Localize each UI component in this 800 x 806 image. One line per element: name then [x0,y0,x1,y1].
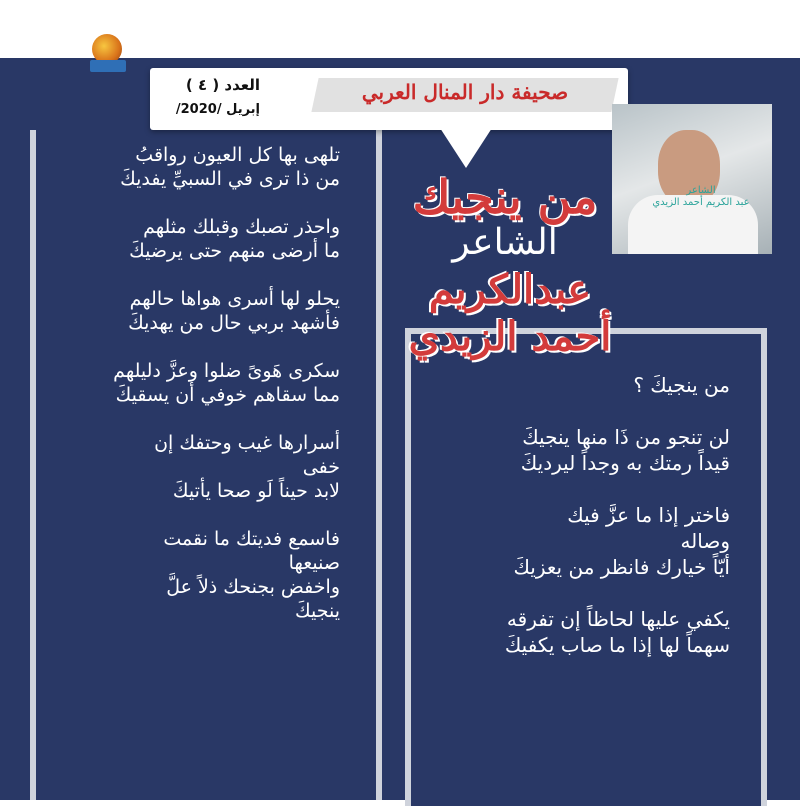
brand-title: صحيفة دار المنال العربي [361,80,569,104]
poem-line: لن تنجو من ذَا منها ينجيكَ [522,425,730,449]
poem-stanza [60,143,340,191]
poem-line: خفى [302,456,340,478]
poem-line: سكرى هَوىً ضلوا وعزَّ دليلهم [113,360,340,382]
masthead-pointer [440,128,492,168]
poem-line: مما سقاهم خوفي أن يسقيكَ [115,384,340,406]
poem-line: سهماً لها إذا ما صاب يكفيكَ [504,633,730,657]
poem-line: أيّاً خيارك فانظر من يعزيكَ [513,555,730,579]
poem-line: صنيعها [288,552,340,574]
poet-photo-caption [636,185,766,209]
poem-line: يحلو لها أسرى هواها حالهم [129,288,340,310]
poem-line: قيداً رمتك به وجداً ليرديكَ [520,451,730,475]
poem-line: أسرارها غيب وحتفك إن [154,432,340,454]
poem-line: يكفي عليها لحاظاً إن تفرقه [506,607,730,631]
poem-stanza [60,431,340,503]
right-poem [430,372,730,684]
poem-line: وصاله [680,529,730,553]
poem-line: واحذر تصبك وقبلك مثلهم [143,216,340,238]
poem-line: فاسمع فديتك ما نقمت [163,528,340,550]
poem-stanza [60,215,340,263]
poem-line: واخفض بجنحك ذلاً علَّ [166,576,340,598]
poem-line: لابد حيناً لَو صحا يأتيكَ [172,480,340,502]
photo-caption-line: عبد الكريم أحمد الزيدي [652,197,750,208]
poem-stanza [430,606,730,658]
poem-stanza [430,502,730,580]
poem-stanza [60,287,340,335]
poem-line: فاختر إذا ما عزَّ فيك [567,503,730,527]
poem-line: ينجيكَ [294,600,340,622]
poem-stanza [60,527,340,623]
publisher-logo-tag [90,60,126,72]
poem-heading [430,372,730,398]
poem-line: من ذا ترى في السبيِّ يفديكَ [120,168,340,190]
issue-number: العدد ( ٤ ) [185,76,260,94]
photo-caption-line: الشاعر [686,185,716,196]
poem-line: ما أرضى منهم حتى يرضيكَ [129,240,340,262]
poem-heading-text: من ينجيكَ ؟ [633,373,730,397]
poem-title: من ينجيك [412,170,598,224]
poet-name: عبدالكريم أحمد الزيدي [408,266,612,360]
issue-date: إبريل /2020/ [175,102,260,117]
poet-label: الشاعر [452,222,558,263]
left-poem [60,143,340,647]
poem-line: فأشهد بربي حال من يهديكَ [128,312,340,334]
poem-stanza [430,424,730,476]
poem-stanza [60,359,340,407]
poem-line: تلهى بها كل العيون رواقبُ [135,144,340,166]
